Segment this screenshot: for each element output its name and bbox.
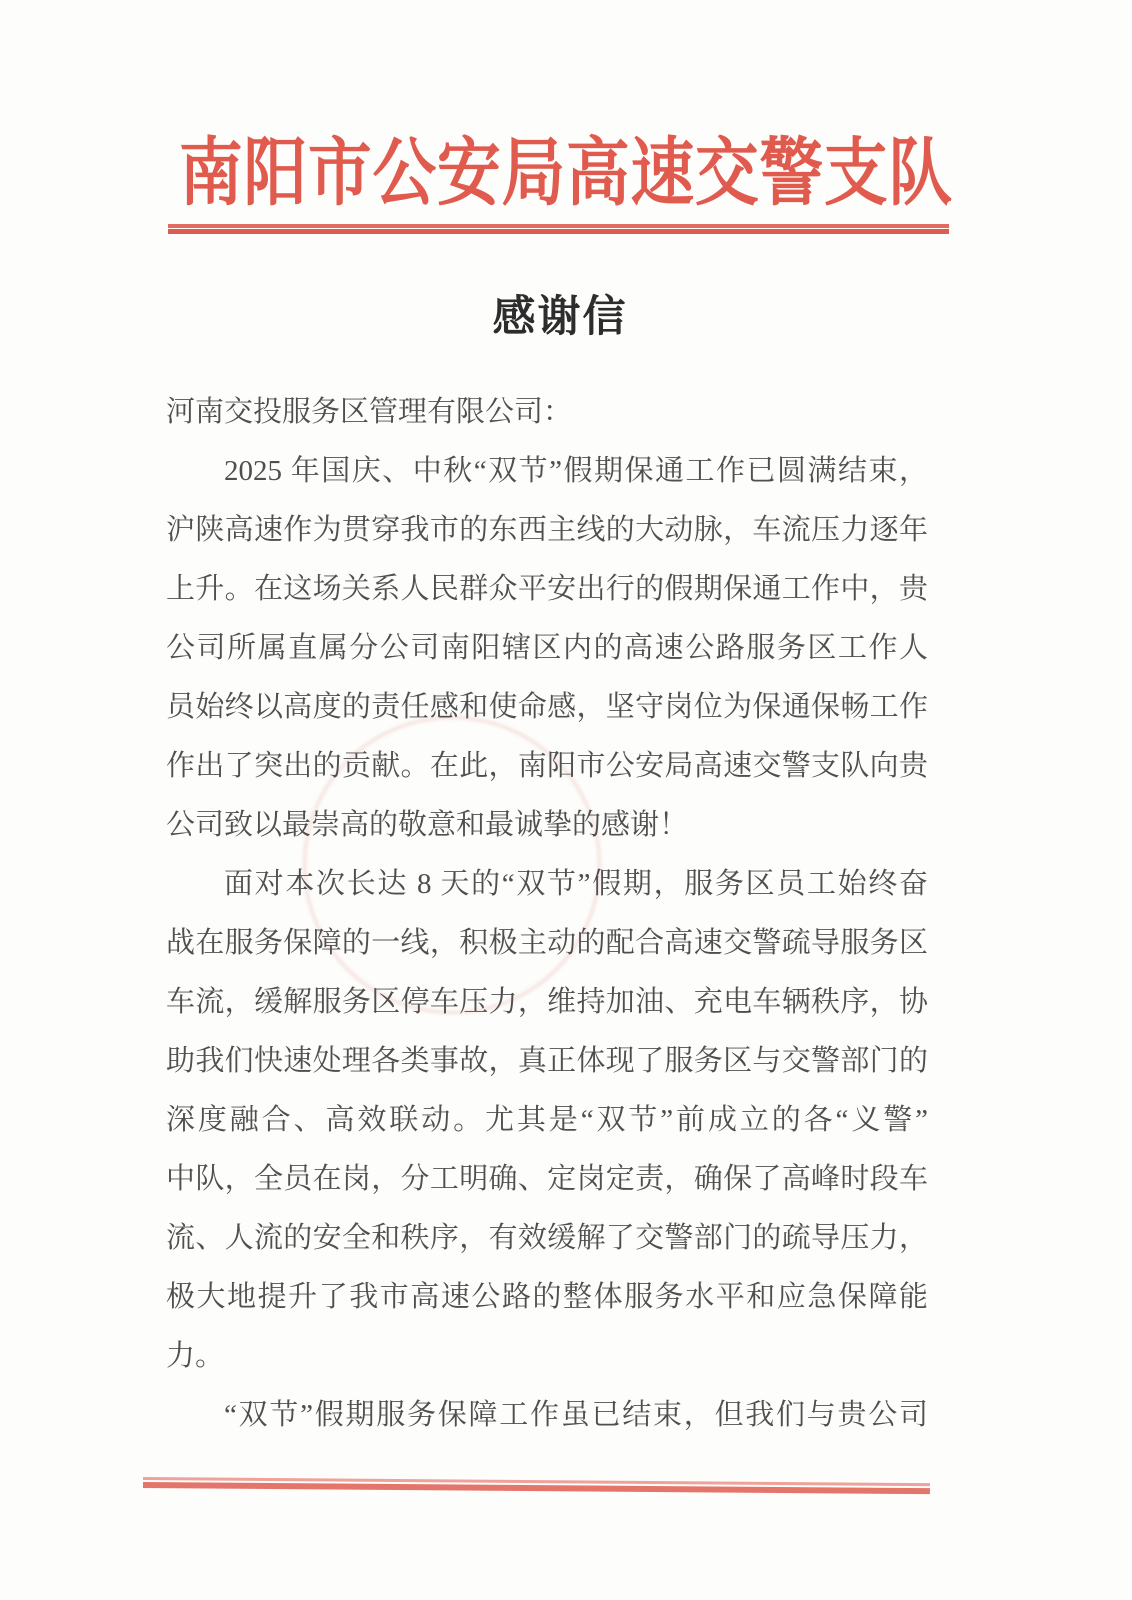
letterhead-rule-thick (168, 229, 949, 234)
body-line: 沪陕高速作为贯穿我市的东西主线的大动脉，车流压力逐年 (166, 514, 928, 546)
body-line: 深度融合、高效联动。尤其是“双节”前成立的各“义警” (166, 1104, 928, 1136)
letter-title: 感谢信 (492, 294, 628, 341)
body-line: 中队，全员在岗，分工明确、定岗定责，确保了高峰时段车 (166, 1163, 928, 1195)
letterhead-rule-thin (168, 224, 949, 228)
body-line: 公司致以最崇高的敬意和最诚挚的感谢！ (166, 809, 689, 841)
body-line: 战在服务保障的一线，积极主动的配合高速交警疏导服务区 (166, 927, 928, 959)
body-line: 助我们快速处理各类事故，真正体现了服务区与交警部门的 (166, 1045, 928, 1077)
letterhead-title: 南阳市公安局高速交警支队 (179, 133, 953, 215)
body-line: 力。 (166, 1340, 225, 1372)
letterhead-double-rule (168, 224, 949, 234)
body-line: 作出了突出的贡献。在此，南阳市公安局高速交警支队向贵 (166, 750, 928, 782)
letter-body (166, 383, 928, 1445)
body-line: 流、人流的安全和秩序，有效缓解了交警部门的疏导压力， (166, 1222, 928, 1254)
body-line: 上升。在这场关系人民群众平安出行的假期保通工作中，贵 (166, 573, 928, 605)
body-line: 车流，缓解服务区停车压力，维持加油、充电车辆秩序，协 (166, 986, 928, 1018)
body-line: 员始终以高度的责任感和使命感，坚守岗位为保通保畅工作 (166, 691, 928, 723)
footer-double-rule (143, 1477, 930, 1494)
body-line: 极大地提升了我市高速公路的整体服务水平和应急保障能 (166, 1281, 928, 1313)
body-line: “双节”假期服务保障工作虽已结束，但我们与贵公司 (224, 1399, 928, 1431)
body-line: 公司所属直属分公司南阳辖区内的高速公路服务区工作人 (166, 632, 928, 664)
salutation: 河南交投服务区管理有限公司： (166, 396, 573, 428)
body-line: 2025 年国庆、中秋“双节”假期保通工作已圆满结束， (224, 455, 928, 487)
body-line: 面对本次长达 8 天的“双节”假期，服务区员工始终奋 (224, 868, 928, 900)
